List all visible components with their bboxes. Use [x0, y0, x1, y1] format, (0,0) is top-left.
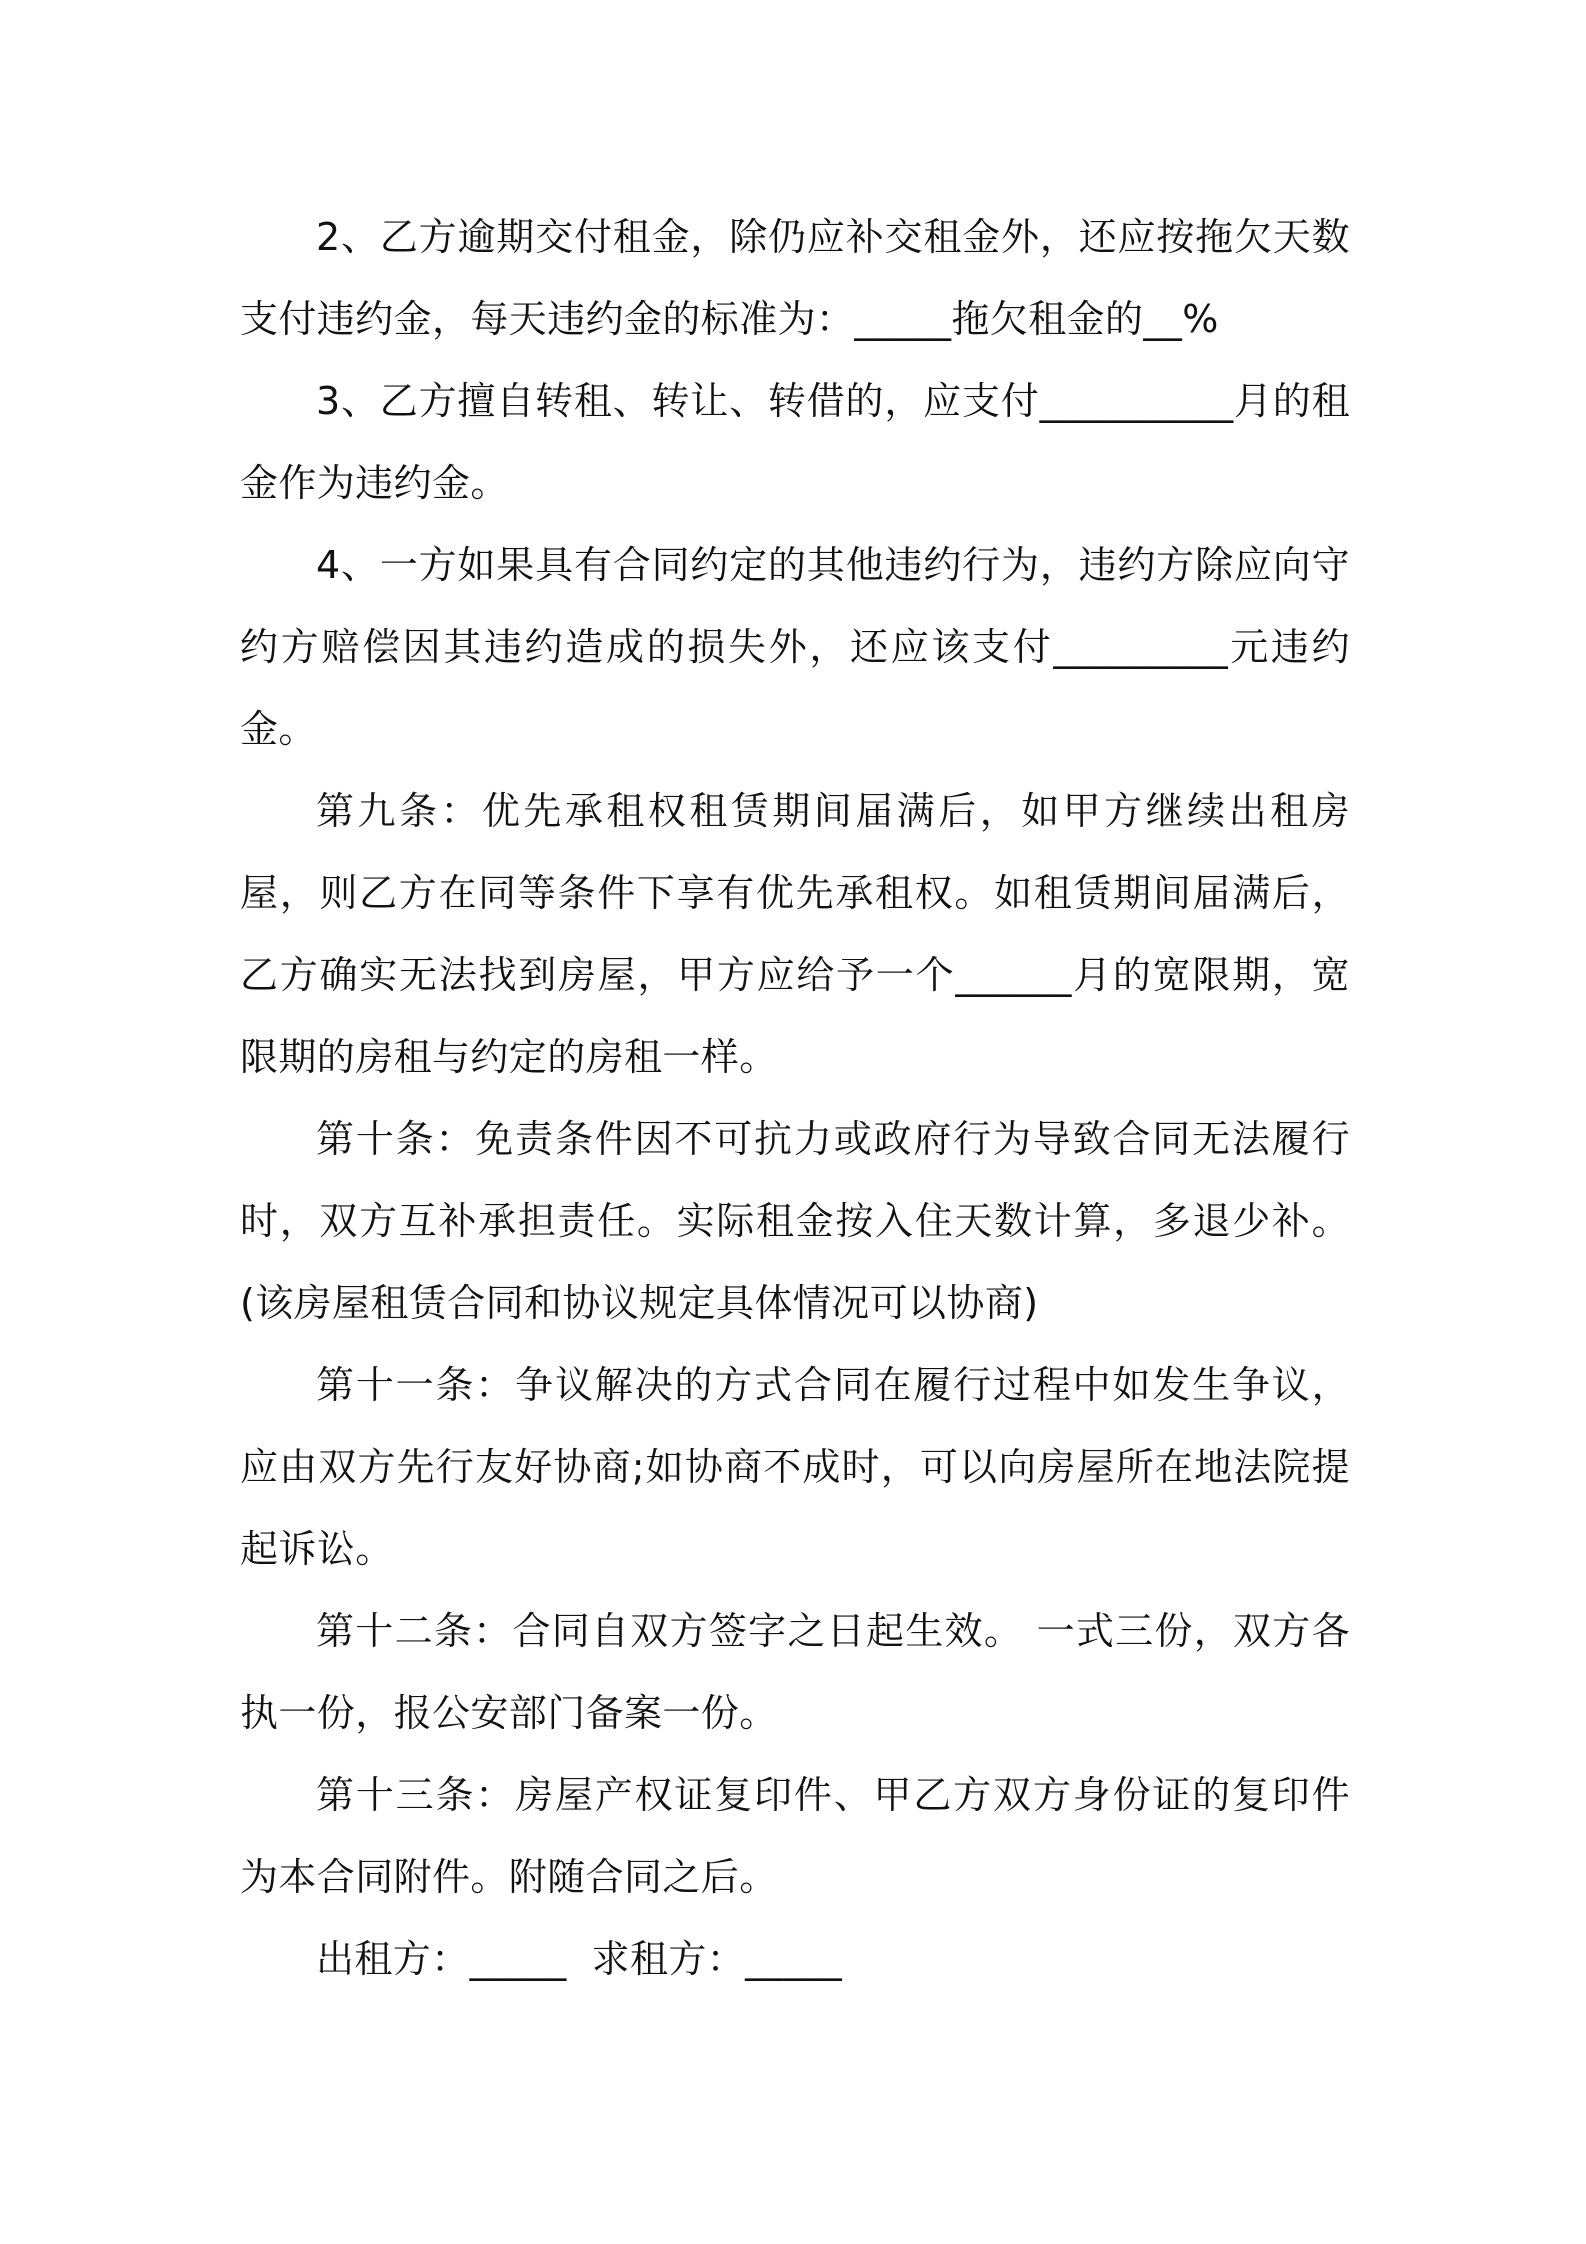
- clause-3-sublease: 3、乙方擅自转租、转让、转借的，应支付__________月的租金作为违约金。: [240, 379, 1350, 505]
- article-10-exemption: 第十条：免责条件因不可抗力或政府行为导致合同无法履行时，双方互补承担责任。实际租金按入住天数计算，多退少补。(该房屋租赁合同和协议规定具体情况可以协商): [240, 1117, 1350, 1325]
- article-12-effective: 第十二条：合同自双方签字之日起生效。 一式三份，双方各执一份，报公安部门备案一份。: [240, 1609, 1350, 1735]
- article-9-priority-lease: 第九条：优先承租权租赁期间届满后，如甲方继续出租房屋，则乙方在同等条件下享有优先承租权。如租赁期间届满后，乙方确实无法找到房屋，甲方应给予一个______月的宽限期，宽限期的房租与约定的房租一样。: [240, 789, 1350, 1079]
- article-13-attachments: 第十三条：房屋产权证复印件、甲乙方双方身份证的复印件为本合同附件。附随合同之后。: [240, 1773, 1350, 1899]
- contract-page: [240, 196, 1350, 2000]
- signature-line: 出租方：_____ 求租方：_____: [316, 1937, 843, 1981]
- clause-2-overdue-rent: 2、乙方逾期交付租金，除仍应补交租金外，还应按拖欠天数支付违约金，每天违约金的标准为：_____拖欠租金的__%: [240, 215, 1350, 341]
- article-11-dispute: 第十一条：争议解决的方式合同在履行过程中如发生争议，应由双方先行友好协商;如协商不成时，可以向房屋所在地法院提起诉讼。: [240, 1363, 1350, 1571]
- clause-4-other-breach: 4、一方如果具有合同约定的其他违约行为，违约方除应向守约方赔偿因其违约造成的损失外，还应该支付_________元违约金。: [240, 543, 1350, 751]
